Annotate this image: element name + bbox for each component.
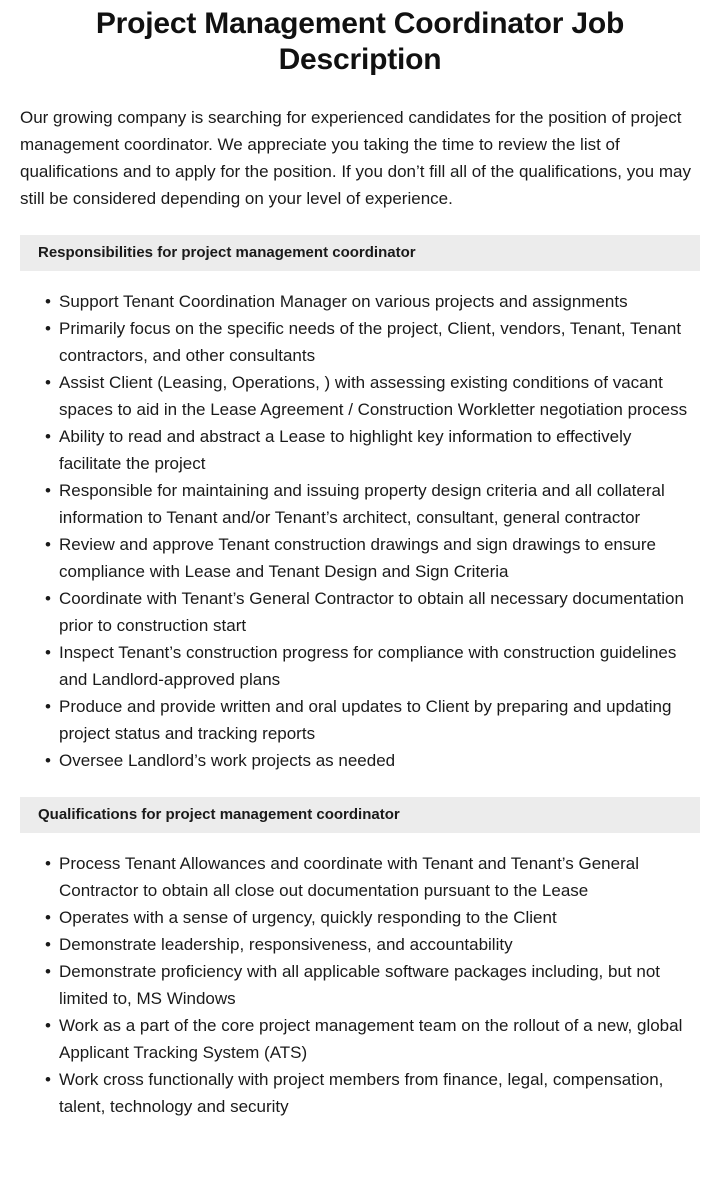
list-item: • Ability to read and abstract a Lease to highlight key information to effectively facilitate the project <box>45 423 692 477</box>
list-item: • Process Tenant Allowances and coordinate with Tenant and Tenant’s General Contractor to obtain all close out documentation pursuant to the Lease <box>45 850 692 904</box>
section-header-responsibilities <box>20 235 700 271</box>
page-title: Project Management Coordinator Job Description <box>95 7 625 76</box>
responsibilities-list <box>0 271 720 774</box>
list-item: • Assist Client (Leasing, Operations, ) with assessing existing conditions of vacant spaces to aid in the Lease Agreement / Construction Workletter negotiation process <box>45 369 692 423</box>
list-item: • Demonstrate leadership, responsiveness, and accountability <box>45 931 692 958</box>
section-heading-label: Responsibilities for project management coordinator <box>38 244 416 261</box>
list-item: • Produce and provide written and oral updates to Client by preparing and updating project status and tracking reports <box>45 693 692 747</box>
intro-paragraph: Our growing company is searching for experienced candidates for the position of project management coordinator. We appreciate you taking the time to review the list of qualifications and to apply for the position. If you don’t fill all of the qualifications, you may still be considered depending on your level of experience. <box>20 108 691 208</box>
list-item: • Oversee Landlord’s work projects as needed <box>45 747 692 774</box>
list-item: • Work cross functionally with project members from finance, legal, compensation, talent, technology and security <box>45 1066 692 1120</box>
list-item: • Support Tenant Coordination Manager on various projects and assignments <box>45 288 692 315</box>
section-heading-label: Qualifications for project management coordinator <box>38 806 400 823</box>
list-item: • Primarily focus on the specific needs of the project, Client, vendors, Tenant, Tenant contractors, and other consultants <box>45 315 692 369</box>
section-responsibilities <box>0 235 720 774</box>
list-item: • Review and approve Tenant construction drawings and sign drawings to ensure compliance with Lease and Tenant Design and Sign Criteria <box>45 531 692 585</box>
page-bottom-spacer <box>0 1120 720 1154</box>
list-item: • Operates with a sense of urgency, quickly responding to the Client <box>45 904 692 931</box>
list-item: • Demonstrate proficiency with all applicable software packages including, but not limited to, MS Windows <box>45 958 692 1012</box>
qualifications-list <box>0 833 720 1120</box>
section-qualifications <box>0 797 720 1120</box>
list-item: • Work as a part of the core project management team on the rollout of a new, global Applicant Tracking System (ATS) <box>45 1012 692 1066</box>
list-item: • Responsible for maintaining and issuing property design criteria and all collateral information to Tenant and/or Tenant’s architect, consultant, general contractor <box>45 477 692 531</box>
section-header-qualifications <box>20 797 700 833</box>
list-item: • Inspect Tenant’s construction progress for compliance with construction guidelines and Landlord-approved plans <box>45 639 692 693</box>
list-item: • Coordinate with Tenant’s General Contractor to obtain all necessary documentation prior to construction start <box>45 585 692 639</box>
